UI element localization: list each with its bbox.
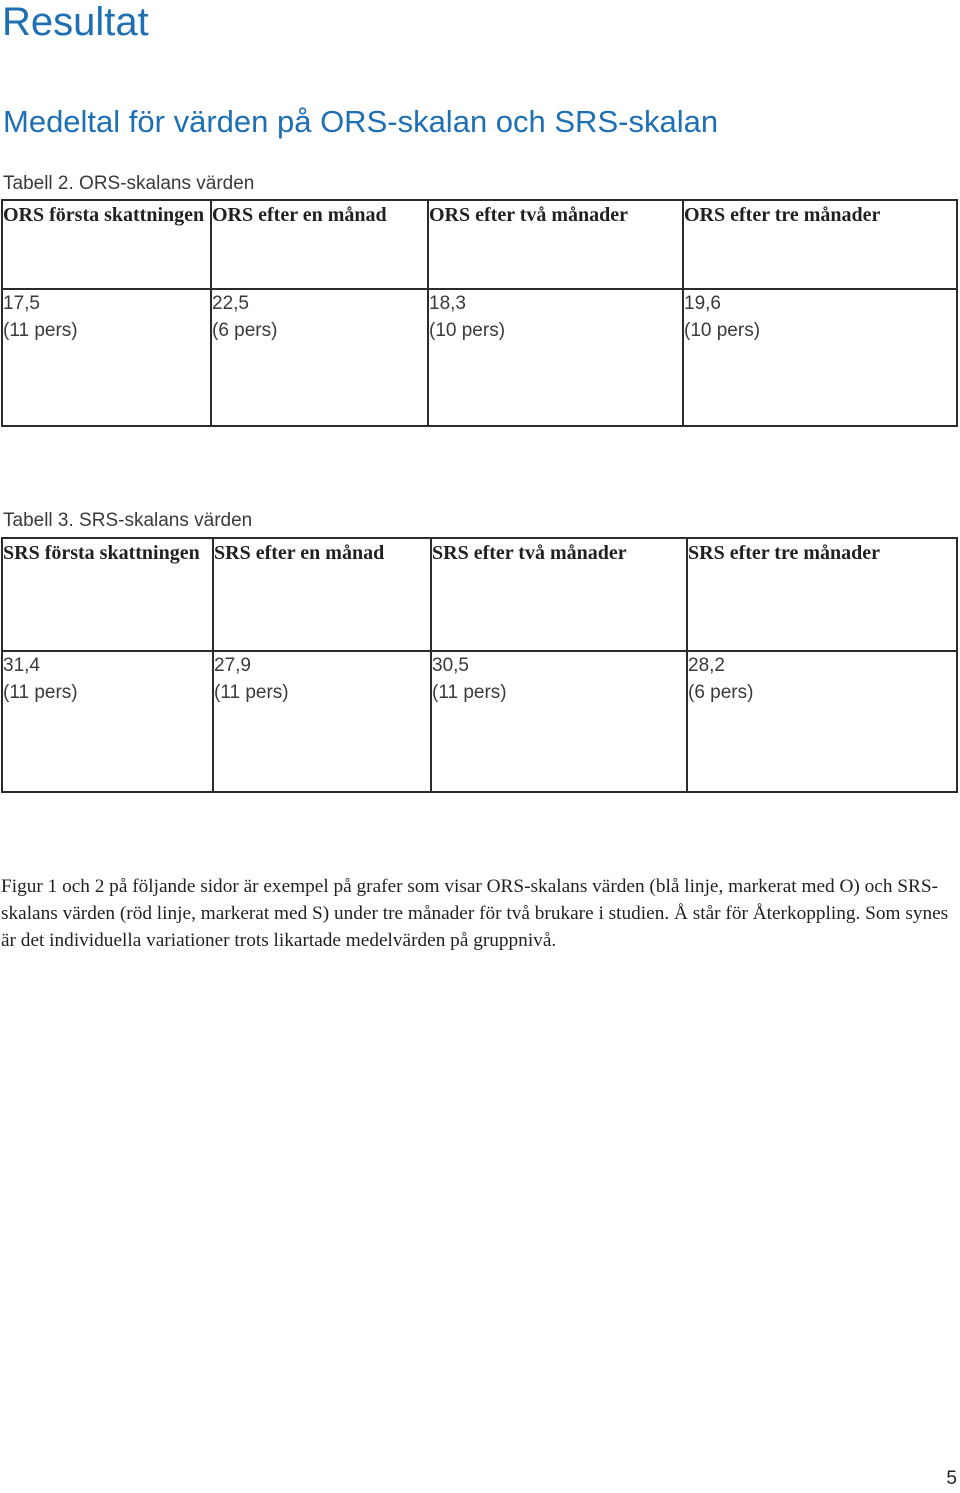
table-cell [2, 289, 211, 426]
cell-value: 28,2 [688, 655, 725, 676]
column-header: ORS efter två månader [428, 200, 683, 289]
cell-value: 19,6 [684, 293, 721, 314]
cell-count: (11 pers) [3, 682, 78, 703]
column-header: ORS efter en månad [211, 200, 428, 289]
page-title: Resultat [2, 0, 149, 44]
cell-value: 17,5 [3, 293, 40, 314]
table-row [2, 289, 957, 426]
cell-count: (11 pers) [214, 682, 289, 703]
cell-count: (10 pers) [429, 320, 506, 341]
cell-value: 27,9 [214, 655, 251, 676]
table-srs-caption: Tabell 3. SRS-skalans värden [3, 510, 253, 531]
cell-value: 18,3 [429, 293, 466, 314]
column-header: SRS första skattningen [2, 538, 213, 651]
table-row [2, 651, 957, 792]
column-header: SRS efter två månader [431, 538, 687, 651]
table-cell [683, 289, 957, 426]
table-header-row [2, 538, 957, 651]
table-cell [428, 289, 683, 426]
table-ors-caption: Tabell 2. ORS-skalans värden [3, 173, 255, 194]
section-heading: Medeltal för värden på ORS-skalan och SRS-skalan [3, 104, 719, 139]
cell-count: (11 pers) [432, 682, 507, 703]
cell-count: (11 pers) [3, 320, 78, 341]
cell-count: (6 pers) [688, 682, 754, 703]
table-cell [213, 651, 431, 792]
page-number: 5 [946, 1468, 957, 1489]
column-header: SRS efter tre månader [687, 538, 957, 651]
ors-table [1, 199, 958, 427]
cell-count: (6 pers) [212, 320, 278, 341]
cell-value: 22,5 [212, 293, 249, 314]
srs-table [1, 537, 958, 793]
cell-count: (10 pers) [684, 320, 761, 341]
table-header-row [2, 200, 957, 289]
cell-value: 30,5 [432, 655, 469, 676]
table-cell [211, 289, 428, 426]
column-header: ORS första skattningen [2, 200, 211, 289]
table-cell [687, 651, 957, 792]
cell-value: 31,4 [3, 655, 40, 676]
body-paragraph: Figur 1 och 2 på följande sidor är exempel på grafer som visar ORS-skalans värden (blå linje, markerat med O) och SRS-skalans värden (röd linje, markerat med S) under tre månader för två brukare i studien. Å står för Återkoppling. Som synes är det individuella variationer trots likartade medelvärden på gruppnivå. [1, 876, 949, 951]
table-cell [2, 651, 213, 792]
table-cell [431, 651, 687, 792]
column-header: ORS efter tre månader [683, 200, 957, 289]
column-header: SRS efter en månad [213, 538, 431, 651]
